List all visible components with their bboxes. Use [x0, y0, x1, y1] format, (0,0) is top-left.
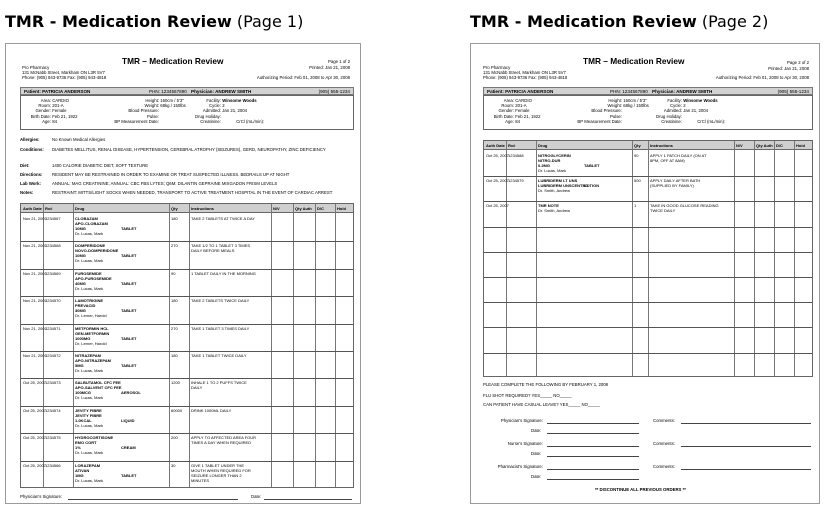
pharmacy-name: Pro Pharmacy	[22, 65, 50, 70]
patient-info-box	[20, 95, 354, 130]
pharmacist-comments-line[interactable]	[681, 469, 811, 470]
instructions: TAKE 1 TABLET TWICE DAILY	[191, 353, 247, 358]
prescriber: Dr. Smith, Andrew	[538, 208, 571, 214]
instructions: TAKE 1/2 TO 1 TABLET 3 TIMES	[191, 243, 251, 249]
drug-form: TABLET	[121, 226, 137, 231]
prescriber: Dr. Lucas, Mark	[75, 285, 104, 291]
row-divider	[484, 201, 812, 202]
prescriber: Dr. Lucas, Mark	[75, 422, 104, 428]
drug-form: TABLET	[121, 280, 137, 286]
drug-name: 100MCG	[75, 390, 92, 396]
rx-number: 1234566	[45, 462, 61, 468]
drug-name: 10MG	[75, 226, 86, 231]
column-header: N/V	[736, 143, 743, 148]
row-divider	[484, 176, 812, 177]
pharmacist-date-label: Date:	[531, 474, 542, 479]
drug-name: JEVITY FIBRE	[75, 407, 102, 413]
drug-name: NITRAZEPAM	[75, 353, 101, 358]
prescriber: Dr. Lucas, Mark	[75, 477, 104, 483]
medication-table-page1	[20, 203, 354, 488]
quantity: 1200	[171, 380, 180, 386]
drug-name: SALBUTAMOL CFC FEE	[75, 380, 121, 386]
instructions: MOUTH WHEN REQUIRED FOR	[191, 467, 251, 473]
row-divider	[21, 461, 353, 462]
pharmacy-address: 131 McNabb Street, Markham ON L3R 5V7	[483, 70, 566, 75]
drug-form: LIQUID	[121, 417, 135, 423]
drug-name: JEVITY FIBRE	[75, 412, 102, 418]
patient-name: Patient: PATRICIA ANDERSON	[487, 89, 554, 94]
column-header: D/C	[776, 143, 783, 148]
patient-info-box	[483, 95, 813, 130]
drug-name: NITRO-DUR	[538, 158, 561, 163]
instructions: 8PM, OFF AT 8AM)	[650, 158, 685, 163]
instructions: MINUTES	[191, 477, 209, 483]
drug-name: 1%	[75, 445, 81, 451]
drug-form: TABLET	[584, 163, 600, 168]
prescriber: Dr. Lucas, Mark	[538, 168, 567, 173]
instructions: TIMES A DAY WHEN REQUIRED	[191, 440, 252, 446]
rx-number: 1234569	[45, 270, 61, 276]
column-header: Hold	[337, 206, 346, 211]
instructions: TAKE 2 TABLETS AT TWICE A DAY	[191, 216, 255, 221]
physician-comments-label: Comments:	[653, 418, 675, 423]
printed-date: Printed: Jan 21, 2008	[309, 65, 350, 70]
rx-number: 1234575	[45, 435, 61, 441]
drug-form: TABLET	[121, 472, 137, 478]
drug-name: LUBRIDERM LT UNS	[538, 178, 578, 184]
drug-name: 1000MG	[75, 335, 91, 341]
instructions: APPLY 1 PATCH DAILY (ON AT	[650, 153, 707, 158]
authorizing-period: Authorizing Period: Feb 01, 2008 to Apr 30, 2008	[256, 75, 350, 80]
drug-form: AEROSOL	[121, 390, 141, 396]
drug-form: TABLET	[121, 363, 137, 368]
page2-document	[470, 43, 820, 504]
date-label: Date:	[251, 494, 262, 499]
drug-name: FUROSEMIDE	[75, 270, 102, 276]
column-header: Qty	[171, 206, 178, 211]
quantity: 270	[171, 243, 178, 249]
prescriber: Dr. Lucas, Mark	[75, 368, 104, 373]
rx-number: 1234588	[508, 153, 524, 158]
patient-bar	[483, 87, 813, 95]
row-divider	[21, 378, 353, 379]
instructions: DAILY BEFORE MEALS	[191, 248, 235, 254]
drug-name: LORAZEPAM	[75, 462, 101, 468]
patient-name: Patient: PATRICIA ANDERSON	[24, 89, 91, 94]
quantity: 60000	[171, 407, 183, 413]
patient-right-fields: Facility: Winsome Woods Cycle: 2 Admitted: Jan 21, 2004 Drug Holiday: Creatinine: CrCl (mL/min):	[194, 98, 265, 124]
column-header: D/C	[317, 206, 324, 211]
prescriber: Dr. Lucas, Mark	[75, 231, 104, 236]
page-count: Page 1 of 2	[328, 59, 350, 64]
auth-date: Oct 25, 2007	[23, 462, 46, 468]
column-header: Drug	[75, 206, 85, 211]
physician-date-label: Date:	[531, 428, 542, 433]
instructions: TWICE DAILY	[650, 208, 676, 214]
document-title: TMR – Medication Review	[122, 56, 224, 66]
document-title: TMR – Medication Review	[583, 56, 685, 66]
drug-name: DOMPERIDONE	[75, 243, 106, 249]
instructions: (SUPPLIED BY FAMILY)	[650, 183, 694, 189]
quantity: 90	[634, 153, 639, 158]
patient-mid-fields: Height: 160cm / 5'3" Weight: 68kg / 150lbs Blood Pressure: Pulse: BP Measurement Date:	[577, 98, 649, 124]
drug-name: LUBRIDERM UNSCENTED	[538, 183, 588, 189]
drug-form: TABLET	[121, 335, 137, 341]
instructions: TAKE 2 TABLETS TWICE DAILY	[191, 298, 250, 304]
column-divider	[293, 204, 294, 487]
phn: PHN: 1234567890	[610, 89, 648, 94]
casual-leave-question[interactable]: CAN PATIENT HAVE CASUAL LEAVE? YES_____ NO_____	[483, 402, 600, 407]
physician-signature-line[interactable]	[68, 499, 238, 500]
column-header: Instructions	[650, 143, 673, 148]
row-divider	[21, 324, 353, 325]
nurse-signature-label: Nurse's Signature:	[507, 441, 543, 446]
physician-signature-line[interactable]	[547, 423, 639, 424]
auth-date: Oct 25, 2007	[23, 380, 46, 386]
flu-shot-question[interactable]: FLU SHOT REQUIRED? YES_____ NO_____	[483, 393, 572, 398]
column-header: Qty Auth	[756, 143, 773, 148]
physician-comments-line[interactable]	[681, 423, 811, 424]
drug-name: APO-FUROSEMIDE	[75, 275, 112, 281]
drug-name: 10MG	[75, 253, 86, 259]
column-header: Qty Auth	[295, 206, 312, 211]
rx-number: 1234573	[45, 380, 61, 386]
row-divider	[484, 327, 812, 328]
column-divider	[73, 204, 74, 487]
physician-signature-label: Physician's Signature:	[500, 418, 543, 423]
page-count: Page 2 of 2	[787, 60, 809, 65]
prescriber: Dr. Lucas, Mark	[75, 395, 104, 401]
drug-name: TMR NOTE	[538, 203, 559, 209]
auth-date: Oct 25, 2007	[486, 178, 509, 184]
rx-number: 1234574	[45, 407, 61, 413]
quantity: 200	[171, 435, 178, 441]
drug-form: CREAM	[121, 445, 136, 451]
instructions: GIVE 1 TABLET UNDER THE	[191, 462, 245, 468]
pharmacist-date-line[interactable]	[547, 479, 639, 480]
quantity: 30	[171, 462, 176, 468]
rx-number: 1234568	[45, 243, 61, 249]
prescriber: Dr. Lerner, Harold	[75, 340, 107, 346]
drug-name: APO-CLOBAZAM	[75, 221, 108, 226]
nurse-comments-label: Comments:	[653, 441, 675, 446]
auth-date: Oct 25, 2007	[486, 153, 509, 158]
quantity: 270	[171, 325, 178, 331]
column-divider	[335, 204, 336, 487]
nurse-signature-line[interactable]	[547, 446, 639, 447]
drug-form: TABLET	[121, 308, 137, 314]
page2-heading: TMR - Medication Review (Page 2)	[470, 12, 769, 31]
page1-document: TMR – Medication Review Pro Pharmacy 131 McNabb Street, Markham ON L3R 5V7 Phone: (905) 943-9736 Fax: (905) 943-4818 Page 1 of 2 Printed: Jan 21, 2008 Authorizing Period: Feb 01, 2008 to Apr 30, 2008 Patient: PATRICIA ANDERSON PHN: 1234567890 Physician: ANDREW SMITH (905) 555-1234 Area: CARDIO Room: 201-A Gender: Female Birth Date: Feb 21, 1922 Age: 84 Height: 160cm / 5'3" Weight: 68kg / 150lbs Blood Pressure: Pulse: BP Measurement Date: Facility: Winsome Woods Cycle: 2 Admitted: Jan 21, 2004 Drug Holiday: Creatinine: CrCl (mL/min): Allergies: No Known Medical Allergies Conditions: DIABETES MELLITUS, RENAL DISEASE, HYPERTENSION, CEREBRAL ATROPHY (SEIZURES), GERD, NEUROPATHY, ZINC DEFICIENCY Diet: 1400 CALORIE DIABETIC DIET, SOFT TEXTURE Directions: RESIDENT MAY BE RESTRAINED IN ORDER TO EXAMINE OR TREAT SUSPECTED ILLNESS. BEDRAILS UP AT NIGHT Lab Work: ANNUAL: MAG CREATININE; ANNUAL: CBC FBS LYTES; Q6M: DILANTIN GEPRAINE MIXGADON FRISM LEVELS Notes: RESTRAINT: MITTS/LIGHT SOCKS WHEN NEEDED, TRANSPORT TO ACTIVE TREATMENT HOSPITAL IN THE EVENT OF CARDIAC ARREST Auth Date Rx# Drug Qty Instructions N/V Qty Auth D/C Hold Nov 21, 2007 1234567 CLOBAZAM APO-CLOBAZAM 10MG TABLET Dr. Lucas, Mark 180 TAKE 2 TABLETS AT TWICE A DAY Nov 21, 2007 1234568 DOMPERIDONE NOVO-DOMPERIDONE 10MG TABLET Dr. Lucas, Mark 270 TAKE 1/2 TO 1 TABLET 3 TIMES DAILY BEFORE MEALS Nov 21, 2007 1234569 FUROSEMIDE APO-FUROSEMIDE 40MG TABLET Dr. Lucas, Mark 90 1 TABLET DAILY IN THE MORNING Nov 21, 2007 1234570 LAMOTRIGINE PREVACID 30MG TABLET Dr. Lerner, Harold 180 TAKE 2 TABLETS TWICE DAILY Nov 21, 2007 1234571 METFORMIN HCL GEN-METFORMIN 1000MG TABLET Dr. Lerner, Harold 270 TAKE 1 TABLET 3 TIMES DAILY Nov 21, 2007 1234572 NITRAZEPAM APO-NITRAZEPAM 5MG TABLET Dr. Lucas, Mark 180 TAKE 1 TABLET TWICE DAILY Oct 25, 2007 1234573 SALBUTAMOL CFC FEE APO-SALVENT CFC FEE 100MCG AEROSOL Dr. Lucas, Mark 1200 INHALE 1 TO 2 PUFFS TWICE DAILY Oct 25, 2007 1234574 JEVITY FIBRE JEVITY FIBRE 1.0KCAL LIQUID Dr. Lucas, Mark 60000 DRINK 1000ML DAILY Oct 25, 2007 1234575 HYDROCORTISONE EMO CORT 1% CREAM Dr. Lucas, Mark 200 APPLY TO AFFECTED AREA FOUR TIMES A DAY WHEN REQUIRED Oct 25, 2007 1234566 LORAZEPAM ATIVAN 1MG TABLET Dr. Lucas, Mark 30 GIVE 1 TABLET UNDER THE MOUTH WHEN REQUIRED FOR SEIZURE LONGER THAN 2 MINUTES Physician's Signature: Date:	[5, 43, 361, 504]
drug-name: PREVACID	[75, 303, 96, 309]
row-divider	[484, 353, 812, 354]
pharmacist-comments-label: Comments:	[653, 464, 675, 469]
physician-date-line[interactable]	[547, 433, 639, 434]
row-divider	[484, 277, 812, 278]
auth-date: Nov 21, 2007	[23, 216, 47, 221]
column-header: Rx#	[45, 206, 53, 211]
drug-name: 5MG	[75, 363, 84, 368]
column-header: Drug	[538, 143, 548, 148]
discontinue-notice: ** DISCONTINUE ALL PREVIOUS ORDERS **	[595, 487, 686, 492]
patient-bar	[20, 87, 354, 95]
physician-phone: (905) 555-1234	[777, 89, 809, 94]
drug-name: APO-NITRAZEPAM	[75, 358, 111, 363]
auth-date: Nov 21, 2007	[23, 325, 47, 331]
auth-date: Nov 21, 2007	[23, 298, 47, 304]
pharmacy-name: Pro Pharmacy	[483, 65, 511, 70]
column-divider	[189, 204, 190, 487]
row-divider	[484, 252, 812, 253]
date-line[interactable]	[264, 499, 352, 500]
instructions: APPLY DAILY AFTER BATH	[650, 178, 701, 184]
column-divider	[169, 204, 170, 487]
drug-name: HYDROCORTISONE	[75, 435, 114, 441]
drug-name: ATIVAN	[75, 467, 90, 473]
column-header: N/V	[273, 206, 280, 211]
quantity: 90	[171, 270, 176, 276]
drug-name: 40MG	[75, 280, 86, 286]
instructions: DAILY	[191, 385, 203, 391]
auth-date: Oct 25, 2007	[23, 435, 46, 441]
pharmacy-phone: Phone: (905) 943-9736 Fax: (905) 943-4818	[483, 75, 568, 80]
instructions: INHALE 1 TO 2 PUFFS TWICE	[191, 380, 247, 386]
rx-number: 1234571	[45, 325, 61, 331]
prescriber: Dr. Lucas, Mark	[75, 450, 104, 456]
row-divider	[21, 269, 353, 270]
patient-right-fields: Facility: Winsome Woods Cycle: 2 Admitted: Jan 21, 2004 Drug Holiday: Creatinine: CrCl (mL/min):	[655, 98, 726, 124]
drug-name: LAMOTRIGINE	[75, 298, 103, 304]
drug-name: METFORMIN HCL	[75, 325, 109, 331]
drug-name: 0.2MG	[538, 163, 551, 168]
printed-date: Printed: Jan 21, 2008	[768, 66, 809, 71]
patient-left-fields: Area: CARDIO Room: 201-A Gender: Female Birth Date: Feb 21, 1922 Age: 84	[493, 98, 541, 124]
row-divider	[21, 351, 353, 352]
auth-date: Nov 21, 2007	[23, 270, 47, 276]
column-header: Instructions	[191, 206, 214, 211]
column-header: Auth Date	[23, 206, 42, 211]
auth-date: Nov 21, 2007	[23, 243, 47, 249]
rx-number: 1234570	[45, 298, 61, 304]
instructions: APPLY TO AFFECTED AREA FOUR	[191, 435, 257, 441]
prescriber: Dr. Lucas, Mark	[75, 258, 104, 264]
medication-table-page2	[483, 140, 813, 377]
drug-name: 30MG	[75, 308, 86, 314]
column-divider	[271, 204, 272, 487]
column-header: Rx#	[508, 143, 516, 148]
column-divider	[315, 204, 316, 487]
row-divider	[21, 433, 353, 434]
patient-mid-fields: Height: 160cm / 5'3" Weight: 68kg / 150lbs Blood Pressure: Pulse: BP Measurement Date:	[114, 98, 186, 124]
auth-date: Oct 25, 2007	[23, 407, 46, 413]
pharmacy-phone: Phone: (905) 943-9736 Fax: (905) 943-4818	[22, 75, 107, 80]
physician-signature-label: Physician's Signature:	[20, 494, 63, 499]
pharmacist-signature-label: Pharmacist's Signature:	[497, 464, 543, 469]
rx-number: 1234579	[508, 178, 524, 184]
nurse-comments-line[interactable]	[681, 446, 811, 447]
drug-name: NOVO-DOMPERIDONE	[75, 248, 119, 254]
rx-number: 1234572	[45, 353, 61, 358]
instructions: TAKE 1 TABLET 3 TIMES DAILY	[191, 325, 250, 331]
auth-date: Nov 21, 2007	[23, 353, 47, 358]
physician-name: Physician: ANDREW SMITH	[191, 89, 252, 94]
authorizing-period: Authorizing Period: Feb 01, 2008 to Apr 30, 2008	[715, 75, 809, 80]
drug-name: 1.0KCAL	[75, 417, 92, 423]
drug-name: EMO CORT	[75, 440, 97, 446]
instructions: SEIZURE LONGER THAN 2	[191, 472, 242, 478]
complete-by-text: PLEASE COMPLETE THE FOLLOWING BY FEBRUARY 1, 2008	[483, 382, 609, 387]
row-divider	[21, 406, 353, 407]
quantity: 180	[171, 353, 178, 358]
pharmacist-signature-line[interactable]	[547, 469, 639, 470]
auth-date: Oct 25, 2007	[486, 203, 509, 209]
rx-number: 1234567	[45, 216, 61, 221]
row-divider	[484, 227, 812, 228]
patient-left-fields: Area: CARDIO Room: 201-A Gender: Female Birth Date: Feb 21, 1922 Age: 84	[30, 98, 78, 124]
quantity: 180	[171, 298, 178, 304]
column-header: Qty	[634, 143, 641, 148]
quantity: 180	[171, 216, 178, 221]
drug-name: 1MG	[75, 472, 84, 478]
column-header: Auth Date	[486, 143, 505, 148]
drug-name: CLOBAZAM	[75, 216, 98, 221]
instructions: DRINK 1000ML DAILY	[191, 407, 232, 413]
phn: PHN: 1234567890	[149, 89, 187, 94]
page1-heading: TMR - Medication Review (Page 1)	[5, 12, 304, 31]
pharmacy-address: 131 McNabb Street, Markham ON L3R 5V7	[22, 70, 105, 75]
drug-form: LOTION	[584, 183, 600, 189]
physician-phone: (905) 555-1234	[318, 89, 350, 94]
prescriber: Dr. Lerner, Harold	[75, 313, 107, 319]
column-header: Hold	[796, 143, 805, 148]
nurse-date-label: Date:	[531, 451, 542, 456]
row-divider	[484, 302, 812, 303]
nurse-date-line[interactable]	[547, 456, 639, 457]
row-divider	[21, 241, 353, 242]
quantity: 1	[634, 203, 637, 209]
drug-name: GEN-METFORMIN	[75, 330, 110, 336]
drug-name: NITROGLYCERIN	[538, 153, 571, 158]
physician-name: Physician: ANDREW SMITH	[652, 89, 713, 94]
quantity: 500	[634, 178, 641, 184]
prescriber: Dr. Smith, Andrew	[538, 188, 571, 194]
row-divider	[21, 296, 353, 297]
drug-form: TABLET	[121, 253, 137, 259]
instructions: 1 TABLET DAILY IN THE MORNING	[191, 270, 256, 276]
instructions: TAKE IN GOOD GLUCOSE READING	[650, 203, 719, 209]
drug-name: APO-SALVENT CFC FEE	[75, 385, 122, 391]
